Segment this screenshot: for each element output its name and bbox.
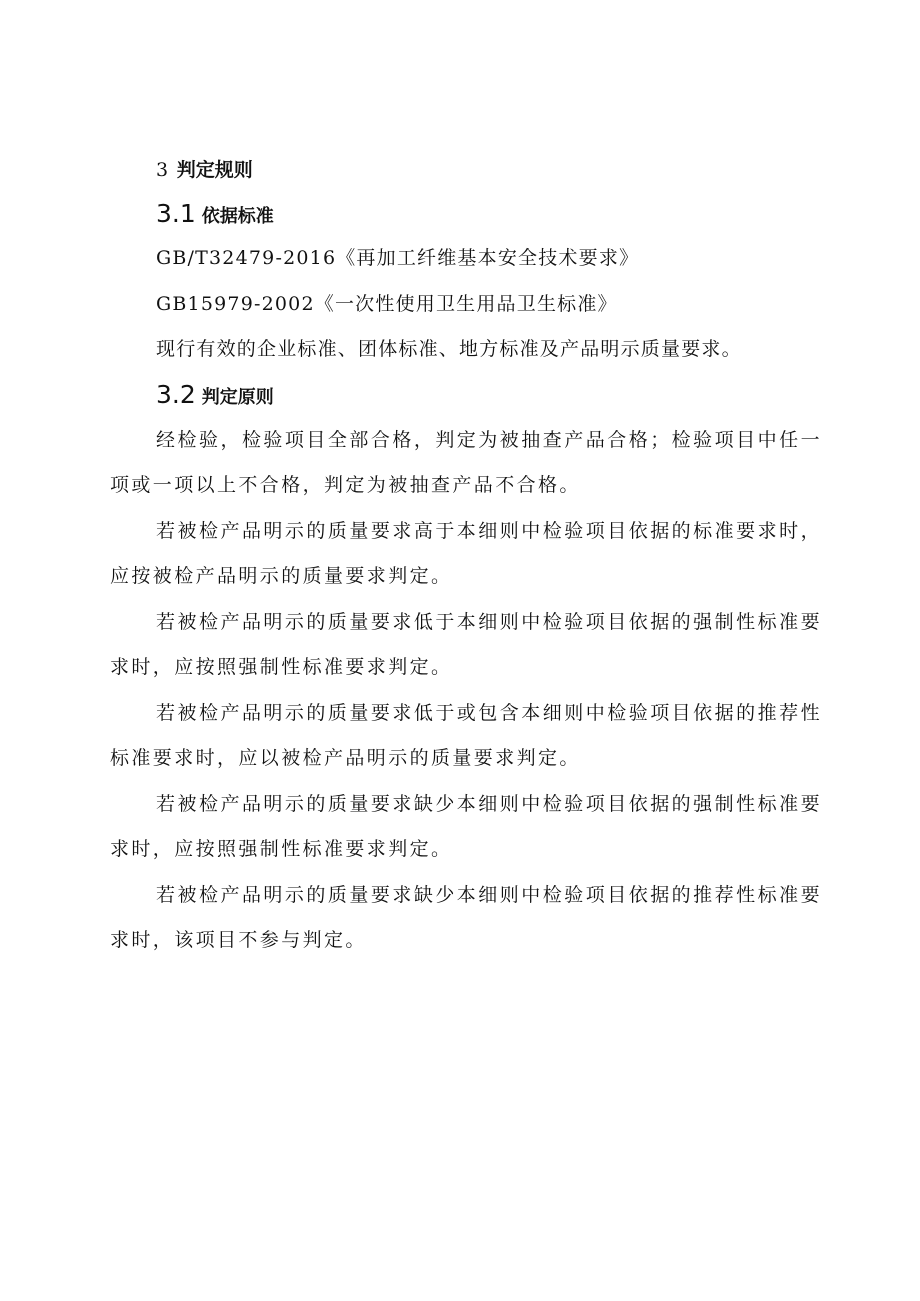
principle-paragraph: 经检验，检验项目全部合格，判定为被抽查产品合格；检验项目中任一项或一项以上不合格，判定为被抽查产品不合格。 [110,428,822,496]
section-title: 判定规则 [176,159,253,181]
principle-paragraph: 若被检产品明示的质量要求低于本细则中检验项目依据的强制性标准要求时，应按照强制性标准要求判定。 [110,610,822,678]
standard-item: GB15979-2002《一次性使用卫生用品卫生标准》 [156,292,618,315]
principle-paragraph: 若被检产品明示的质量要求缺少本细则中检验项目依据的推荐性标准要求时，该项目不参与判定。 [110,883,822,951]
standard-item: 现行有效的企业标准、团体标准、地方标准及产品明示质量要求。 [156,338,742,360]
standard-item: GB/T32479-2016《再加工纤维基本安全技术要求》 [156,247,640,269]
section-heading [156,148,822,192]
subsection-title: 依据标准 [201,206,274,227]
principle-paragraph: 若被检产品明示的质量要求缺少本细则中检验项目依据的强制性标准要求时，应按照强制性标准要求判定。 [110,792,822,860]
subsection-heading-1 [156,192,822,236]
principle-paragraph: 若被检产品明示的质量要求低于或包含本细则中检验项目依据的推荐性标准要求时，应以被检产品明示的质量要求判定。 [110,701,822,769]
section-number: 3 [156,159,169,181]
subsection-number: 3.1 [156,199,196,228]
subsection-title: 判定原则 [201,386,274,408]
subsection-heading-2 [156,373,822,417]
subsection-number: 3.2 [156,379,196,409]
principle-paragraph: 若被检产品明示的质量要求高于本细则中检验项目依据的标准要求时，应按被检产品明示的质量要求判定。 [110,519,822,587]
document-body [110,148,822,964]
